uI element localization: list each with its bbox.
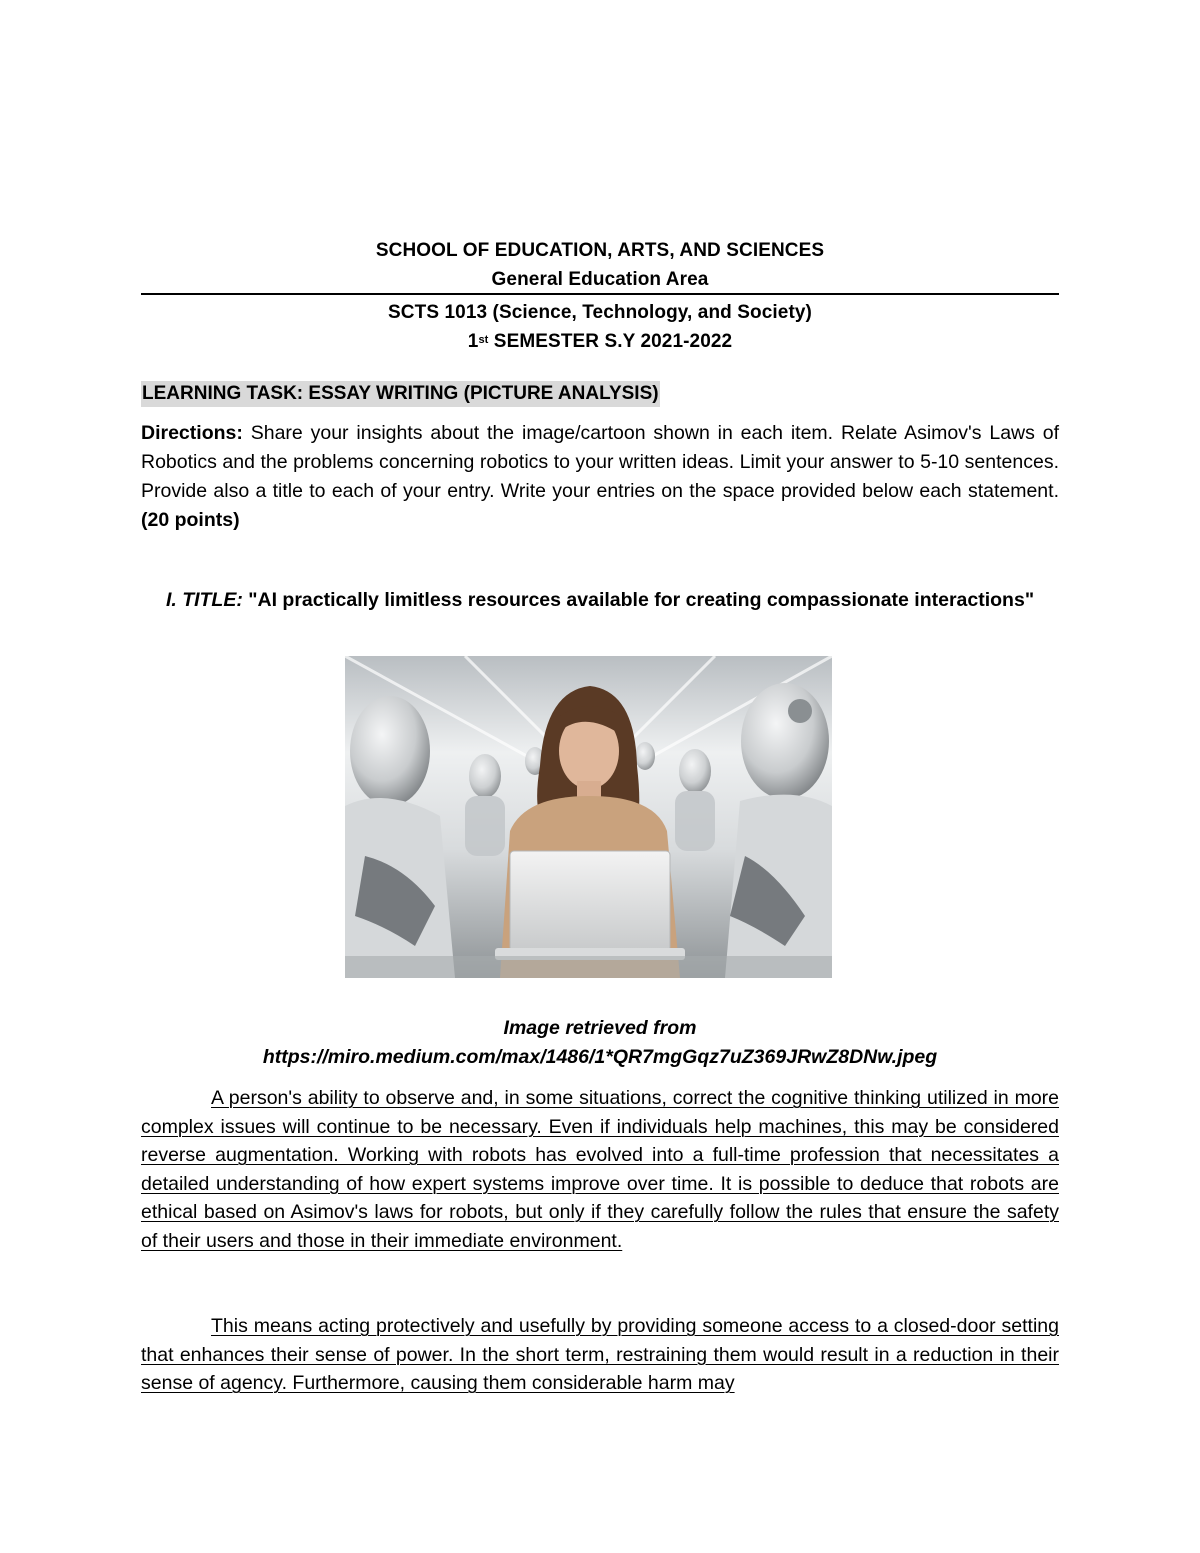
course-title: SCTS 1013 (Science, Technology, and Society): [388, 302, 812, 323]
directions-paragraph: [141, 419, 1059, 535]
directions-label: Directions:: [141, 422, 243, 444]
semester-ordinal: st: [478, 334, 489, 346]
answer-paragraph-1: A person's ability to observe and, in some situations, correct the cognitive thinking utilized in more complex issues will continue to be necessary. Even if individuals help machines, this may be considered reverse augmentation. Working with robots has evolved into a full-time profession that necessitates a detailed understanding of how expert systems improve over time. It is possible to deduce that robots are ethical based on Asimov's laws for robots, but only if they carefully follow the rules that ensure the safety of their users and those in their immediate environment.: [141, 1087, 1059, 1252]
semester-number: 1: [467, 331, 479, 352]
answer-paragraph-2: This means acting protectively and usefully by providing someone access to a closed-door setting that enhances their sense of power. In the short term, restraining them would result in a reduction in their sense of agency. Furthermore, causing them considerable harm may: [141, 1315, 1059, 1394]
photo-illustration: [345, 656, 832, 978]
header-divider: [141, 293, 1059, 295]
points-label: (20 points): [141, 509, 240, 531]
school-name: SCHOOL OF EDUCATION, ARTS, AND SCIENCES: [375, 240, 825, 261]
learning-task-title: LEARNING TASK: ESSAY WRITING (PICTURE ANALYSIS): [141, 381, 660, 407]
semester-line: [141, 327, 1059, 356]
item-title-label: I. TITLE:: [165, 589, 243, 611]
education-area: General Education Area: [491, 269, 709, 290]
directions-text: Share your insights about the image/cartoon shown in each item. Relate Asimov's Laws of Robotics and the problems concerning robotics to your written ideas. Limit your answer to 5-10 sentences. Provide also a title to each of your entry. Write your entries on the space provided below each statement.: [141, 422, 1059, 502]
caption-source-url: https://miro.medium.com/max/1486/1*QR7mgGqz7uZ369JRwZ8DNw.jpeg: [262, 1046, 938, 1068]
semester-year: SEMESTER S.Y 2021-2022: [488, 331, 733, 352]
item-title-text: "AI practically limitless resources available for creating compassionate interactions": [242, 589, 1035, 611]
caption-line1: Image retrieved from: [503, 1017, 697, 1039]
item-title: [141, 586, 1059, 615]
document-header: [141, 236, 1059, 356]
robots-woman-laptop-image: [345, 656, 832, 978]
image-caption: [141, 1014, 1059, 1072]
